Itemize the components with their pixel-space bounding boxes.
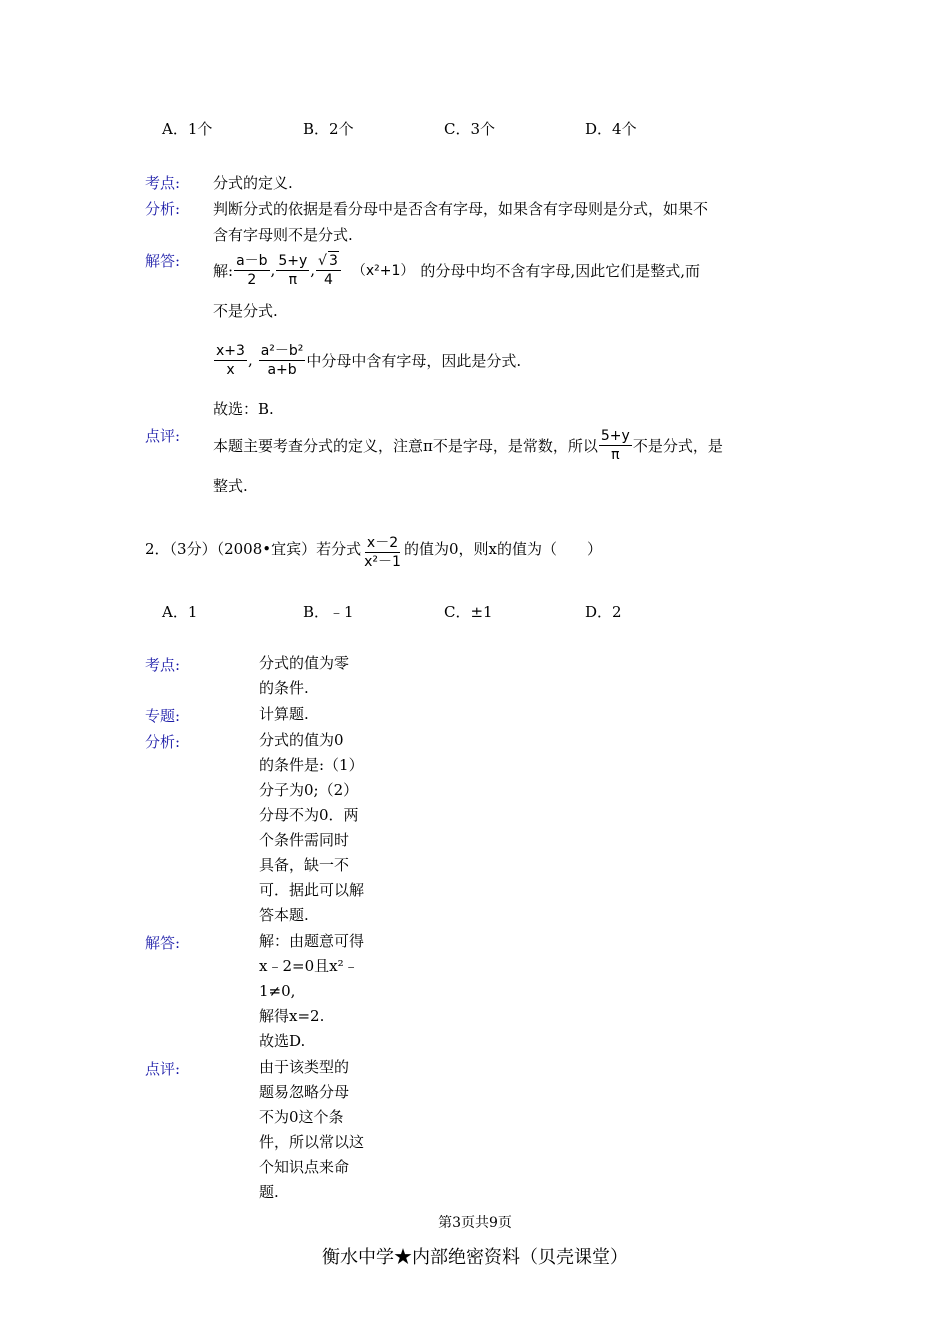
q1-option-c: C．3个 <box>444 120 496 138</box>
q2-dianping-text: 由于该类型的 题易忽略分母 不为0这个条 件，所以常以这 个知识点来命 题. <box>259 1058 365 1201</box>
q1-jieda-line3-tail: 中分母中含有字母，因此是分式. <box>306 351 522 370</box>
page-number: 第3页共9页 <box>438 1215 512 1231</box>
q1-dianping-line2: 整式. <box>213 477 248 495</box>
q2-zhuanti-text: 计算题. <box>259 705 309 723</box>
q2-dianping-label: 点评: <box>145 1060 181 1078</box>
q2-zhuanti-label: 专题: <box>145 707 181 725</box>
q1-jieda-line2: 不是分式. <box>213 302 278 320</box>
q1-fraction-5: $\frac{\text{a²－b²}}{a+b}$ <box>260 342 304 378</box>
q2-option-a: A．1 <box>162 603 198 621</box>
q1-fenxi-line2: 含有字母则不是分式. <box>213 226 353 244</box>
q1-fenxi-label: 分析: <box>145 200 181 218</box>
q1-fenxi-line1: 判断分式的依据是看分母中是否含有字母，如果含有字母则是分式，如果不 <box>213 200 709 218</box>
q1-guxuan: 故选：B. <box>213 400 274 418</box>
q1-option-d: D．4个 <box>585 120 637 138</box>
q2-option-d: D．2 <box>585 603 622 621</box>
q1-option-a: A．1个 <box>162 120 213 138</box>
q1-fraction-6: $\frac{5+y}{\pi}$ <box>600 427 630 463</box>
footer-brand: 衡水中学★内部绝密资料（贝壳课堂） <box>322 1247 628 1268</box>
q2-fraction: $\frac{x-2}{\text{x²－1}}$ <box>364 535 401 570</box>
q1-kaodian-text: 分式的定义. <box>213 174 293 192</box>
q2-fenxi-label: 分析: <box>145 733 181 751</box>
q1-dianping-tail: 不是分式，是 <box>632 436 723 455</box>
q2-options <box>0 601 950 625</box>
q1-kaodian-label: 考点: <box>145 174 181 192</box>
q1-dianping-label: 点评: <box>145 427 181 445</box>
q1-fraction-3: $\frac{√ 3}{4}$ <box>316 251 341 289</box>
q2-stem <box>145 534 602 584</box>
q2-jieda-text: 解：由题意可得 x﹣2=0且x²﹣ 1≠0, 解得x=2. 故选D. <box>259 932 365 1050</box>
q1-jieda-label: 解答: <box>145 252 181 270</box>
q1-option-b: B．2个 <box>303 120 354 138</box>
q1-fraction-4: $\frac{x+3}{x}$ <box>216 342 245 378</box>
q1-fraction-2: $\frac{5+y}{\pi}$ <box>278 252 308 288</box>
q2-kaodian-label: 考点: <box>145 656 181 674</box>
q2-stem-tail: 的值为0，则x的值为（ ） <box>403 540 602 558</box>
q1-jieda-line3: $\frac{x+3}{x}$ , $\frac{\text{a²－b²}}{a+b}$ 中分母中含有字母，因此是分式. <box>216 342 522 378</box>
q1-options <box>0 118 950 142</box>
q1-jieda-line1-tail: 的分母中均不含有字母,因此它们是整式,而 <box>420 261 700 280</box>
q1-jieda-line1: 解: $\frac{a-b}{2}$ , $\frac{5+y}{\pi}$ , $\frac{√ 3}{4}$ （x²+1） 的分母中均不含有字母,因此它们是整式,而 <box>213 252 700 288</box>
q1-fraction-1: $\frac{a-b}{2}$ <box>236 252 268 288</box>
q2-stem-head: 2．（3分）（2008•宜宾）若分式 <box>145 540 362 558</box>
q1-dianping-line1 <box>213 424 723 466</box>
q1-dianping-head: 本题主要考查分式的定义，注意π不是字母，是常数，所以 <box>213 436 598 455</box>
q2-option-c: C．±1 <box>444 603 493 621</box>
q2-option-b: B．﹣1 <box>303 603 354 621</box>
q2-jieda-label: 解答: <box>145 934 181 952</box>
q2-fenxi-text: 分式的值为0 的条件是:（1） 分子为0;（2） 分母不为0．两 个条件需同时 具备，缺一不 可．据此可以解 答本题. <box>259 731 365 924</box>
q1-paren-expr: （x²+1） <box>351 263 415 279</box>
q2-kaodian-text: 分式的值为零 的条件. <box>259 654 350 697</box>
q1-jieda-prefix: 解: <box>213 261 234 280</box>
